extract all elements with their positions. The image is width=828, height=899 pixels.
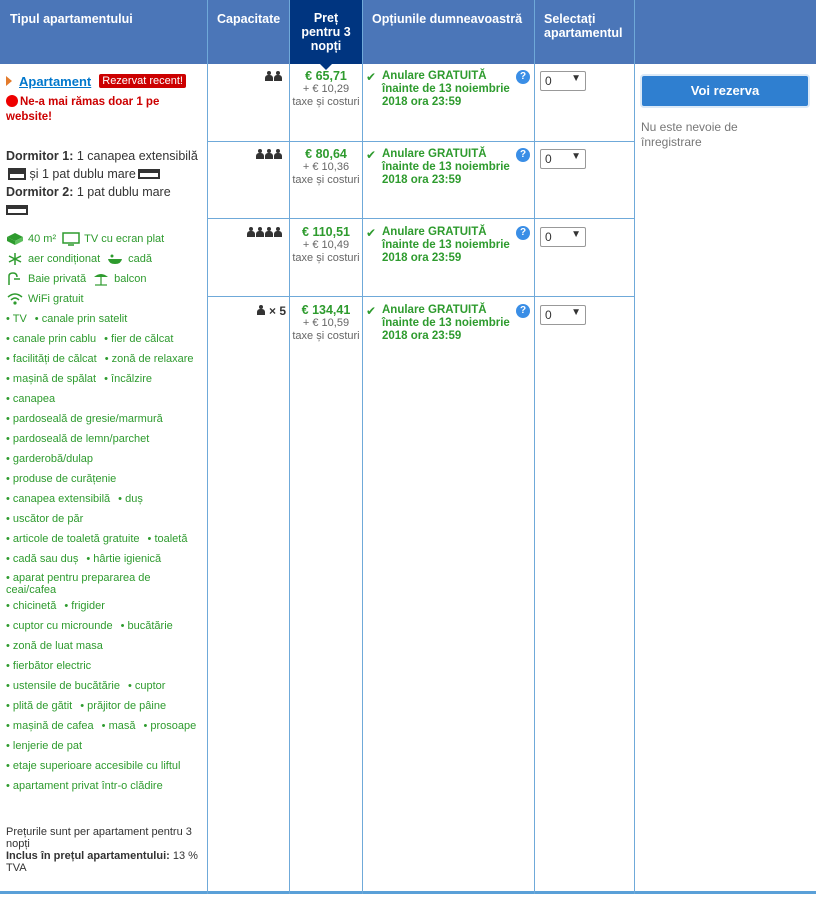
tax-label: taxe și costuri — [292, 252, 360, 264]
amenity-item: • prosoape — [143, 720, 196, 732]
row-divider — [207, 218, 634, 219]
amenity-item: • canapea extensibilă — [6, 493, 110, 505]
column-divider — [362, 0, 363, 894]
balcony: balcon — [114, 273, 147, 285]
snowflake-icon — [6, 252, 24, 266]
row-divider — [207, 141, 634, 142]
amenity-row — [6, 429, 204, 449]
amenity-row — [6, 616, 204, 636]
capacity-cell — [210, 70, 286, 84]
person-icon — [274, 149, 282, 159]
person-icon — [257, 305, 265, 315]
footnote-price-info: Prețurile sunt per apartament pentru 3 nopți — [6, 826, 192, 850]
wifi: WiFi gratuit — [28, 293, 84, 305]
table-header — [0, 0, 816, 64]
amenity-row — [6, 409, 204, 429]
amenity-item: • încălzire — [104, 373, 152, 385]
amenity-item: • cuptor cu microunde — [6, 620, 113, 632]
amenity-item: • chicinetă — [6, 600, 56, 612]
amenity-row — [6, 349, 204, 369]
tax-label: taxe și costuri — [292, 96, 360, 108]
amenity-item: • pardoseală de lemn/parchet — [6, 433, 149, 445]
wifi-icon — [6, 292, 24, 306]
capacity-multiplier: × 5 — [268, 304, 286, 318]
row-divider — [207, 296, 634, 297]
air-conditioning: aer condiționat — [28, 253, 101, 265]
amenity-row — [6, 569, 204, 596]
price-value: € 110,51 — [302, 225, 350, 239]
amenity-row — [6, 449, 204, 469]
amenity-item: • cadă sau duș — [6, 553, 78, 565]
header-price: Preț pentru 3 nopți — [290, 0, 362, 64]
amenity-item: • frigider — [64, 600, 105, 612]
bedroom1-sofa-text: 1 canapea extensibilă — [76, 149, 198, 163]
amenity-item: • zonă de luat masa — [6, 640, 103, 652]
room-quantity-select[interactable] — [540, 305, 586, 325]
room-info — [6, 72, 204, 796]
question-mark-icon[interactable]: ? — [516, 304, 530, 318]
tax-value: + € 10,29 — [302, 83, 350, 95]
amenity-item: • mașină de spălat — [6, 373, 96, 385]
person-icon — [247, 227, 255, 237]
capacity-cell — [210, 226, 286, 240]
free-cancellation-text: Anulare GRATUITĂ înainte de 13 noiembrie 2018 ora 23:59 — [382, 148, 510, 186]
amenity-row — [6, 469, 204, 489]
tax-value: + € 10,36 — [302, 161, 350, 173]
amenity-row — [6, 549, 204, 569]
amenity-row — [6, 776, 204, 796]
capacity-cell — [210, 304, 286, 318]
amenity-item: • apartament privat într-o clădire — [6, 780, 163, 792]
amenity-row — [6, 696, 204, 716]
amenity-item: • plită de gătit — [6, 700, 72, 712]
facilities — [6, 229, 204, 309]
amenity-row — [6, 596, 204, 616]
room-size: 40 m² — [28, 233, 57, 245]
selected-quantity: 0 — [545, 74, 552, 88]
footnote-vat: 13 % TVA — [6, 850, 198, 874]
amenities-list — [6, 309, 204, 796]
person-icon — [256, 227, 264, 237]
person-icon — [274, 71, 282, 81]
checkmark-icon: ✔ — [366, 226, 377, 240]
tv-feature: TV cu ecran plat — [84, 233, 165, 245]
price-cell — [292, 304, 360, 343]
amenity-row — [6, 529, 204, 549]
balcony-icon — [92, 272, 110, 286]
amenity-item: • masă — [102, 720, 136, 732]
question-mark-icon[interactable]: ? — [516, 226, 530, 240]
header-select: Selectați apartamentul — [544, 12, 623, 40]
room-quantity-select[interactable] — [540, 149, 586, 169]
amenity-row — [6, 716, 204, 736]
question-mark-icon[interactable]: ? — [516, 148, 530, 162]
person-icon — [256, 149, 264, 159]
amenity-item: • prăjitor de pâine — [80, 700, 166, 712]
amenity-item: • TV — [6, 313, 27, 325]
price-value: € 65,71 — [305, 69, 347, 83]
amenity-row — [6, 309, 204, 329]
triangle-right-icon — [6, 76, 12, 86]
double-bed-icon — [138, 169, 160, 179]
person-icon — [265, 149, 273, 159]
price-value: € 80,64 — [305, 147, 347, 161]
tax-label: taxe și costuri — [292, 330, 360, 342]
header-capacity: Capacitate — [217, 12, 281, 26]
urgency-text: Ne-a mai rămas doar 1 pe website! — [6, 96, 160, 123]
person-icon — [265, 71, 273, 81]
room-size-icon — [6, 232, 24, 246]
selected-quantity: 0 — [545, 230, 552, 244]
tv-icon — [62, 232, 80, 246]
amenity-item: • canapea — [6, 393, 55, 405]
amenity-item: • zonă de relaxare — [105, 353, 194, 365]
amenity-item: • canale prin cablu — [6, 333, 96, 345]
bedroom1-label: Dormitor 1: — [6, 149, 74, 163]
amenity-row — [6, 509, 204, 529]
checkmark-icon: ✔ — [366, 70, 377, 84]
cancellation-option — [366, 70, 530, 109]
chevron-down-icon: ▼ — [571, 73, 581, 84]
amenity-item: • articole de toaletă gratuite — [6, 533, 140, 545]
free-cancellation-text: Anulare GRATUITĂ înainte de 13 noiembrie 2018 ora 23:59 — [382, 226, 510, 264]
person-icon — [265, 227, 273, 237]
tax-value: + € 10,49 — [302, 239, 350, 251]
amenity-item: • toaletă — [148, 533, 188, 545]
amenity-item: • mașină de cafea — [6, 720, 94, 732]
amenity-item: • garderobă/dulap — [6, 453, 93, 465]
price-cell — [292, 148, 360, 187]
no-registration-note: Nu este nevoie de înregistrare — [641, 120, 738, 149]
chevron-down-icon: ▼ — [571, 151, 581, 162]
amenity-item: • duș — [118, 493, 143, 505]
selected-quantity: 0 — [545, 308, 552, 322]
free-cancellation-text: Anulare GRATUITĂ înainte de 13 noiembrie 2018 ora 23:59 — [382, 304, 510, 342]
amenity-row — [6, 489, 204, 509]
bathtub-icon — [106, 252, 124, 266]
room-quantity-select[interactable] — [540, 71, 586, 91]
tax-value: + € 10,59 — [302, 317, 350, 329]
column-divider — [207, 0, 208, 894]
amenity-item: • lenjerie de pat — [6, 740, 82, 752]
cancellation-option — [366, 304, 530, 343]
recently-booked-badge: Rezervat recent! — [99, 74, 186, 88]
amenity-row — [6, 756, 204, 776]
price-cell — [292, 226, 360, 265]
selected-quantity: 0 — [545, 152, 552, 166]
column-divider — [289, 0, 290, 894]
amenity-item: • fier de călcat — [104, 333, 173, 345]
room-quantity-select[interactable] — [540, 227, 586, 247]
shower-icon — [6, 272, 24, 286]
cancellation-option — [366, 226, 530, 265]
amenity-row — [6, 389, 204, 409]
question-mark-icon[interactable]: ? — [516, 70, 530, 84]
amenity-item: • bucătărie — [121, 620, 173, 632]
chevron-down-icon: ▼ — [571, 229, 581, 240]
urgency-message — [6, 95, 204, 125]
sofa-bed-icon — [8, 168, 26, 180]
reserve-button[interactable]: Voi rezerva — [642, 76, 808, 106]
amenity-item: • ustensile de bucătărie — [6, 680, 120, 692]
bathtub: cadă — [128, 253, 153, 265]
checkmark-icon: ✔ — [366, 148, 377, 162]
amenity-row — [6, 676, 204, 696]
room-name-link[interactable]: Apartament — [19, 73, 92, 89]
amenity-item: • uscător de păr — [6, 513, 83, 525]
column-divider — [534, 0, 535, 894]
amenity-item: • pardoseală de gresie/marmură — [6, 413, 163, 425]
amenity-item: • fierbător electric — [6, 660, 91, 672]
header-options: Opțiunile dumneavoastră — [372, 12, 523, 26]
double-bed-icon — [6, 205, 28, 215]
bedroom2-label: Dormitor 2: — [6, 185, 74, 199]
amenity-row — [6, 636, 204, 656]
header-room-type: Tipul apartamentului — [10, 12, 133, 26]
amenity-item: • aparat pentru prepararea de ceai/cafea — [6, 572, 151, 596]
amenity-item: • hârtie igienică — [86, 553, 161, 565]
price-value: € 134,41 — [301, 303, 351, 317]
free-cancellation-text: Anulare GRATUITĂ înainte de 13 noiembrie 2018 ora 23:59 — [382, 70, 510, 108]
price-cell — [292, 70, 360, 109]
column-divider — [634, 0, 635, 894]
bedroom-info — [6, 147, 204, 219]
checkmark-icon: ✔ — [366, 304, 377, 318]
amenity-row — [6, 369, 204, 389]
amenity-row — [6, 329, 204, 349]
capacity-cell — [210, 148, 286, 162]
cancellation-option — [366, 148, 530, 187]
private-bathroom: Baie privată — [28, 273, 87, 285]
footnote-included-label: Inclus în prețul apartamentului: — [6, 850, 170, 862]
amenity-item: • cuptor — [128, 680, 166, 692]
person-icon — [274, 227, 282, 237]
tax-label: taxe și costuri — [292, 174, 360, 186]
amenity-item: • produse de curățenie — [6, 473, 116, 485]
amenity-item: • etaje superioare accesibile cu liftul — [6, 760, 180, 772]
red-dot-icon — [6, 95, 18, 107]
bedroom1-bed-text: și 1 pat dublu mare — [29, 167, 136, 181]
chevron-down-icon: ▼ — [571, 307, 581, 318]
amenity-item: • facilități de călcat — [6, 353, 97, 365]
amenity-row — [6, 656, 204, 676]
bedroom2-text: 1 pat dublu mare — [76, 185, 171, 199]
price-footnote — [6, 826, 204, 874]
amenity-row — [6, 736, 204, 756]
amenity-item: • canale prin satelit — [35, 313, 128, 325]
